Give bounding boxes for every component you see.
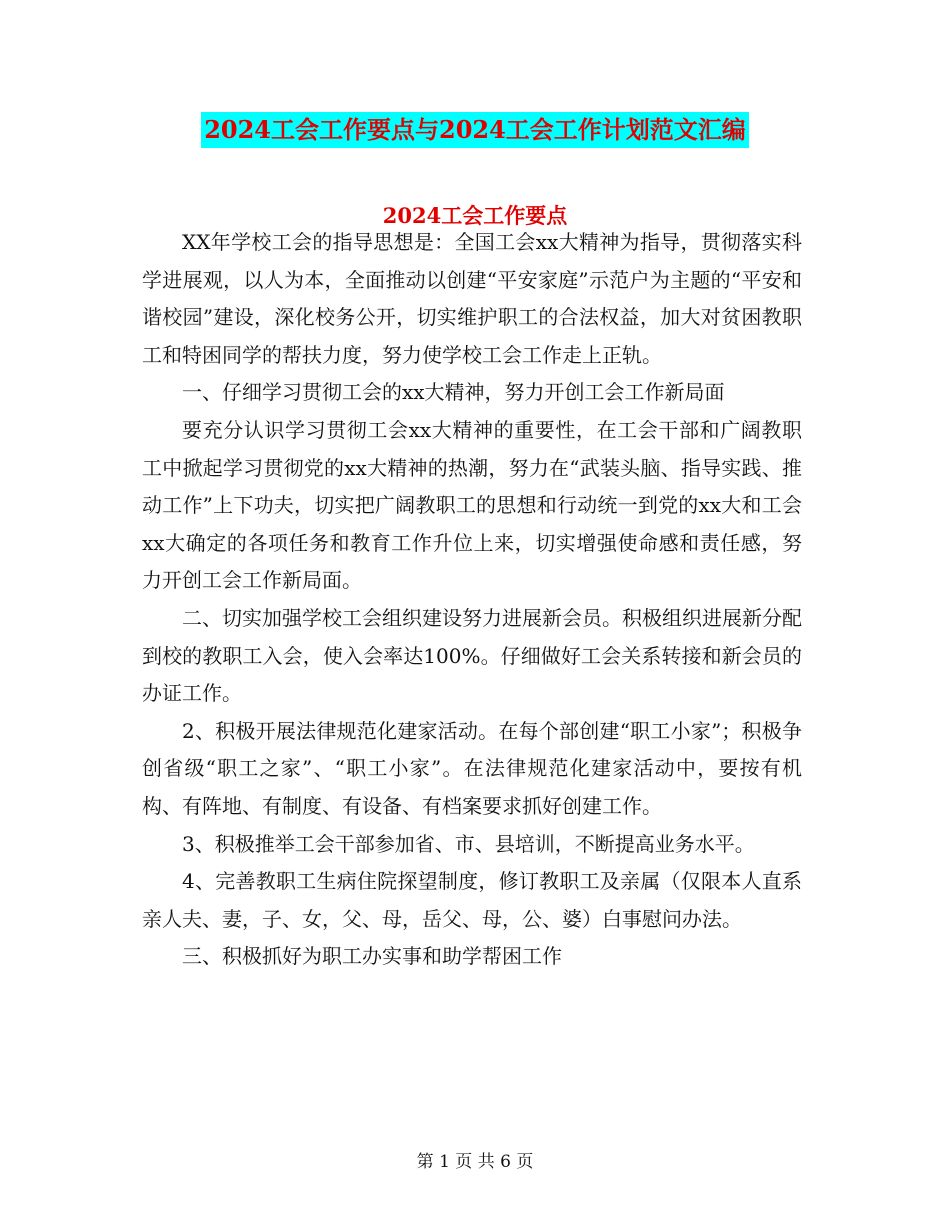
document-title: 2024工会工作要点与2024工会工作计划范文汇编 <box>201 112 749 148</box>
paragraph: 三、积极抓好为职工办实事和助学帮困工作 <box>182 944 562 969</box>
paragraph: 一、仔细学习贯彻工会的xx大精神，努力开创工会工作新局面 <box>182 380 725 405</box>
paragraph: XX年学校工会的指导思想是：全国工会xx大精神为指导，贯彻落实科学进展观，以人为本，全面推动以创建“平安家庭”示范户为主题的“平安和谐校园”建设，深化校务公开，切实维护职工的合法权益，加大对贫困教职工和特困同学的帮扶力度，努力使学校工会工作走上正轨。 <box>142 230 802 367</box>
paragraph: 4、完善教职工生病住院探望制度，修订教职工及亲属（仅限本人直系亲人夫、妻，子、女，父、母，岳父、母，公、婆）白事慰问办法。 <box>142 869 802 931</box>
page-footer <box>0 1150 950 1174</box>
document-title-container <box>0 112 950 148</box>
section-title: 2024工会工作要点 <box>382 203 568 228</box>
paragraph: 2、积极开展法律规范化建家活动。在每个部创建“职工小家”；积极争创省级“职工之家”、“职工小家”。在法律规范化建家活动中，要按有机构、有阵地、有制度、有设备、有档案要求抓好创建工作。 <box>142 718 802 818</box>
page-number-label: 第 1 页 共 6 页 <box>416 1152 534 1172</box>
document-body <box>142 224 802 976</box>
paragraph: 3、积极推举工会干部参加省、市、县培训，不断提高业务水平。 <box>182 831 755 856</box>
paragraph: 二、切实加强学校工会组织建设努力进展新会员。积极组织进展新分配到校的教职工入会，使入会率达100%。仔细做好工会关系转接和新会员的办证工作。 <box>142 605 802 706</box>
paragraph: 要充分认识学习贯彻工会xx大精神的重要性，在工会干部和广阔教职工中掀起学习贯彻党的xx大精神的热潮，努力在“武装头脑、指导实践、推动工作”上下功夫，切实把广阔教职工的思想和行动统一到党的xx大和工会xx大确定的各项任务和教育工作升位上来，切实增强使命感和责任感，努力开创工会工作新局面。 <box>142 417 802 593</box>
